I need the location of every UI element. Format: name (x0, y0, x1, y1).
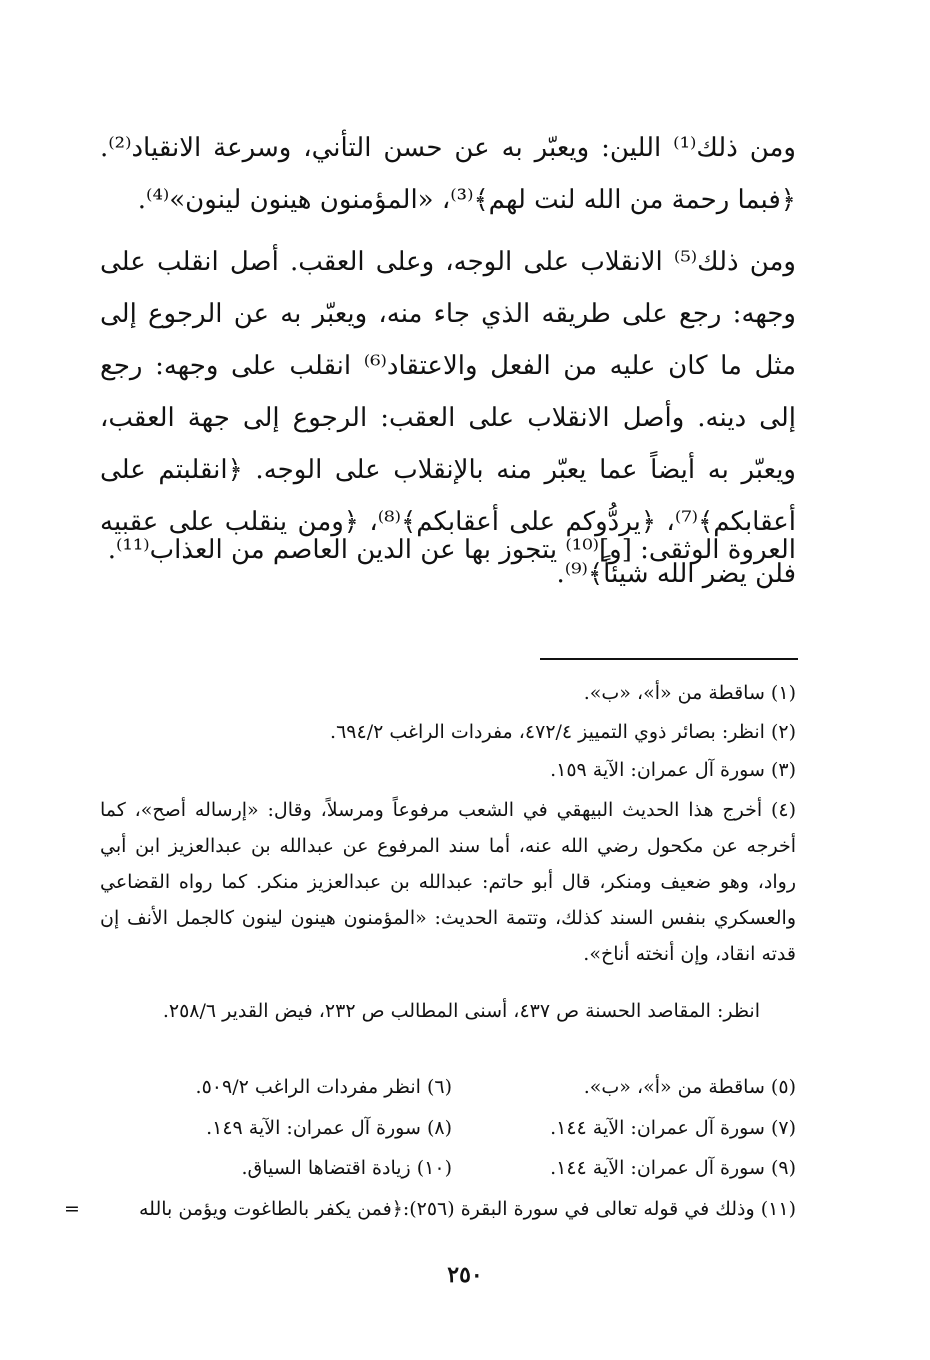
footnote-separator (540, 658, 798, 660)
footnote-6: (٦) انظر مفردات الراغب ٥٠٩/٢. (195, 1076, 452, 1098)
footnote-9: (٩) سورة آل عمران: الآية ١٤٤. (550, 1157, 796, 1179)
paragraph-inqilab: ومن ذلك⁽⁵⁾ الانقلاب على الوجه، وعلى العقب. أصل انقلب على وجهه: رجع على طريقه الذي جاء منه، ويعبّر به عن الرجوع إلى مثل ما كان عليه من الفعل والاعتقاد⁽⁶⁾ انقلب على وجهه: رجع إلى دينه. وأصل الانقلاب على العقب: الرجوع إلى جهة العقب، ويعبّر به أيضاً عما يعبّر منه بالإنقلاب على الوجه. ﴿انقلبتم على أعقابكم﴾⁽⁷⁾، ﴿يردُّوكم على أعقابكم﴾⁽⁸⁾، ﴿ومن ينقلب على عقبيه فلن يضر الله شيئاً﴾⁽⁹⁾. (100, 247, 797, 589)
footnote-8: (٨) سورة آل عمران: الآية ١٤٩. (206, 1117, 452, 1139)
footnote-5: (٥) ساقطة من «أ»، «ب». (583, 1076, 796, 1098)
footnote-3: (٣) سورة آل عمران: الآية ١٥٩. (550, 759, 796, 781)
page-number: ٢٥٠ (447, 1262, 483, 1288)
footnote-2: (٢) انظر: بصائر ذوي التمييز ٤٧٢/٤، مفردات الراغب ٦٩٤/٢. (330, 721, 796, 743)
footnote-7: (٧) سورة آل عمران: الآية ١٤٤. (550, 1117, 796, 1139)
footnote-4-sources: انظر: المقاصد الحسنة ص ٤٣٧، أسنى المطالب ص ٢٣٢، فيض القدير ٢٥٨/٦. (162, 1000, 760, 1022)
footnote-4: (٤) أخرج هذا الحديث البيهقي في الشعب مرفوعاً ومرسلاً، وقال: «إرساله أصح»، كما أخرجه عن مكحول رضي الله عنه، أما سند المرفوع عن عبدالله بن عبدالعزيز ابن أبي رواد، وهو ضعيف ومنكر، قال أبو حاتم: عبدالله بن عبدالعزيز منكر. كما رواه القضاعي والعسكري بنفس السند كذلك، وتتمة الحديث: «المؤمنون هينون لينون كالجمل الأنف إن قدته انقاد، وإن أنخته أناخ». (100, 799, 796, 965)
paragraph-leen: ومن ذلك⁽¹⁾ اللين: ويعبّر به عن حسن التأني، وسرعة الانقياد⁽²⁾. ﴿فبما رحمة من الله لنت لهم﴾⁽³⁾، «المؤمنون هينون لينون»⁽⁴⁾. (100, 133, 796, 215)
footnote-10: (١٠) زيادة اقتضاها السياق. (241, 1157, 452, 1179)
continuation-mark: = (64, 1198, 80, 1220)
footnote-11: (١١) وذلك في قوله تعالى في سورة البقرة (٢٥٦):﴿فمن يكفر بالطاغوت ويؤمن بالله (138, 1198, 796, 1220)
paragraph-urwa: العروة الوثقى: [و]⁽¹⁰⁾ يتجوز بها عن الدين العاصم من العذاب⁽¹¹⁾. (107, 535, 796, 565)
footnote-1: (١) ساقطة من «أ»، «ب». (583, 682, 796, 704)
